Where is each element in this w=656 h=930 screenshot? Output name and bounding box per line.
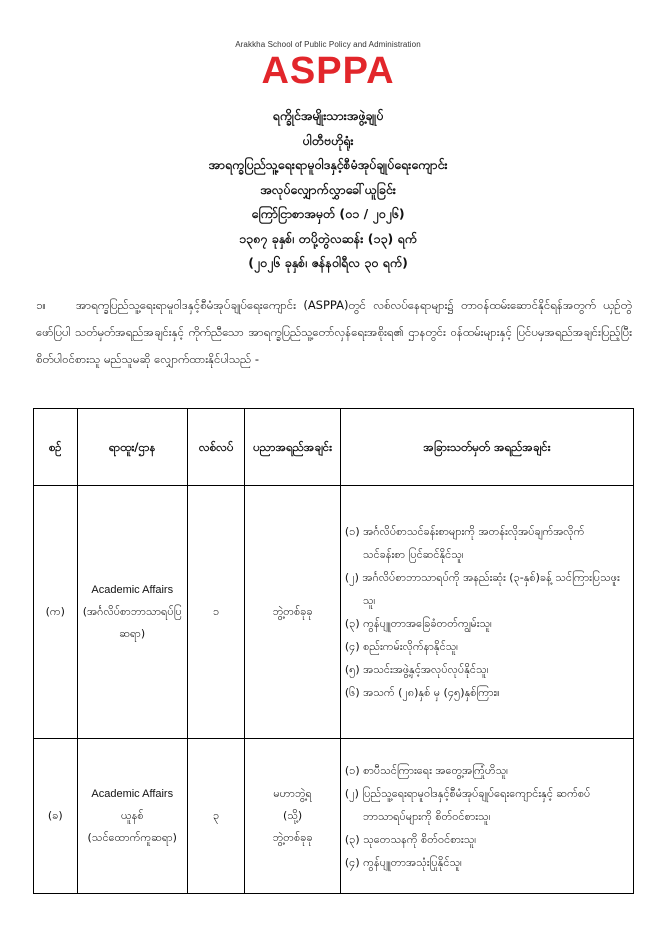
document-headings <box>0 104 656 276</box>
row-education <box>245 739 341 894</box>
list-item: (၁) စာပီသင်ကြားရေး အတွေ့အကြုံဟိသူ၊ <box>344 763 508 777</box>
row-vacancy: ၁ <box>187 486 244 739</box>
row-position <box>77 486 187 739</box>
heading-announcement-number: ကြော်ငြာစာအမှတ် (၀၁ / ၂၀၂၆) <box>251 206 405 221</box>
position-english: Academic Affairs ယူနစ် <box>91 788 174 822</box>
intro-number: ၁။ <box>36 298 46 312</box>
vacancy-table <box>33 408 634 894</box>
table-row <box>34 739 634 894</box>
heading-office: ပါတီဗဟိုရုံး <box>302 132 354 148</box>
row-education: ဘွဲ့တစ်ခုခု <box>245 486 341 739</box>
education-or: (သို့) <box>282 809 303 822</box>
row-no: (ခ) <box>34 739 78 894</box>
requirement-list <box>345 518 629 706</box>
asppa-logo <box>0 40 656 91</box>
position-burmese: (သင်ထောက်ကူဆရာ) <box>87 831 177 844</box>
header-vacancy: လစ်လပ် <box>187 409 244 486</box>
intro-paragraph <box>36 292 632 373</box>
list-item: (၄) စည်းကမ်းလိုက်နာနိုင်သူ၊ <box>344 640 459 653</box>
heading-title: အလုပ်လျှောက်လွှာခေါ်ယူခြင်း <box>260 181 396 197</box>
intro-text: အာရက္ခပြည်သူ့ရေးရာမူဝါဒနှင့်စီမံအုပ်ချုပ်ရေးကျောင်း (ASPPA)တွင် လစ်လပ်နေရာများ၌ တာဝန်ထမ်းဆောင်နိုင်ရန်အတွက် ယှဉ်တွဲဖော်ပြပါ သတ်မှတ်အရည်အချင်းနှင့် ကိုက်ညီသော အာရက္ခပြည်သူ့တော်လှန်ရေးအစိုးရ၏ ဌာနတွင်း ဝန်ထမ်းများနှင့် ပြင်ပမှအရည်အချင်းပြည့်ပြီး စိတ်ပါဝင်စားသူ မည်သူမဆို လျှောက်ထားနိုင်ပါသည် - <box>36 298 632 366</box>
heading-date-gregorian: (၂၀၂၆ ခုနှစ်၊ ဇန်နဝါရီလ ၃၀ ရက်) <box>248 255 408 270</box>
list-item: (၃) သုတေသနကို စိတ်ဝင်စားသူ၊ <box>344 832 477 846</box>
education-degree: ဘွဲ့တစ်ခုခု <box>272 831 313 844</box>
table-header-row <box>34 409 634 486</box>
row-vacancy: ၃ <box>187 739 244 894</box>
logo-subtitle: Arakkha School of Public Policy and Administration <box>235 40 421 49</box>
list-item: (၃) ကွန်ပျူတာအခြေခံတတ်ကျွမ်းသူ၊ <box>344 617 492 630</box>
row-details <box>340 739 633 894</box>
position-burmese: (အင်္ဂလိပ်စာဘာသာရပ်ပြဆရာ) <box>82 605 182 640</box>
list-item: (၅) အသင်းအဖွဲ့နှင့်အလုပ်လုပ်နိုင်သူ၊ <box>344 663 489 676</box>
requirement-list <box>345 757 629 876</box>
heading-date-local: ၁၃၈၇ ခုနှစ်၊ တပို့တွဲလဆန်း (၁၃) ရက် <box>239 230 417 246</box>
row-details <box>340 486 633 739</box>
logo-acronym: ASPPA <box>261 50 395 92</box>
list-item: (၆) အသက် (၂၈)နှစ် မှ (၄၅)နှစ်ကြား။ <box>344 686 500 699</box>
header-position: ရာထူး/ဌာန <box>77 409 187 486</box>
list-item: (၁) အင်္ဂလိပ်စာသင်ခန်းစာများကို အတန်းလိုအပ်ချက်အလိုက် သင်ခန်းစာ ပြင်ဆင်နိုင်သူ၊ <box>344 525 585 561</box>
education-masters: မဟာဘွဲ့ရ <box>273 787 312 800</box>
heading-school: အာရက္ခပြည်သူ့ရေးရာမူဝါဒနှင့်စီမံအုပ်ချုပ်ရေးကျောင်း <box>208 157 448 172</box>
row-no: (က) <box>34 486 78 739</box>
table-row <box>34 486 634 739</box>
list-item: (၂) ပြည်သူ့ရေးရာမူဝါဒနှင့်စီမံအုပ်ချုပ်ရေးကျောင်းနှင့် ဆက်စပ်ဘာသာရပ်များကို စိတ်ဝင်စားသူ၊ <box>344 786 591 823</box>
list-item: (၄) ကွန်ပျူတာအသုံးပြုနိုင်သူ၊ <box>344 855 462 869</box>
list-item: (၂) အင်္ဂလိပ်စာဘာသာရပ်ကို အနည်းဆုံး (၃-နှစ်)ခန့် သင်ကြားပြသဖူးသူ၊ <box>344 571 620 607</box>
header-no: စဉ် <box>34 409 78 486</box>
heading-organization: ရက္ခိုင်အမျိုးသားအဖွဲ့ချုပ် <box>272 108 384 123</box>
header-details: အခြားသတ်မှတ် အရည်အချင်း <box>340 409 633 486</box>
header-education: ပညာအရည်အချင်း <box>245 409 341 486</box>
position-english: Academic Affairs <box>91 584 174 596</box>
row-position <box>77 739 187 894</box>
